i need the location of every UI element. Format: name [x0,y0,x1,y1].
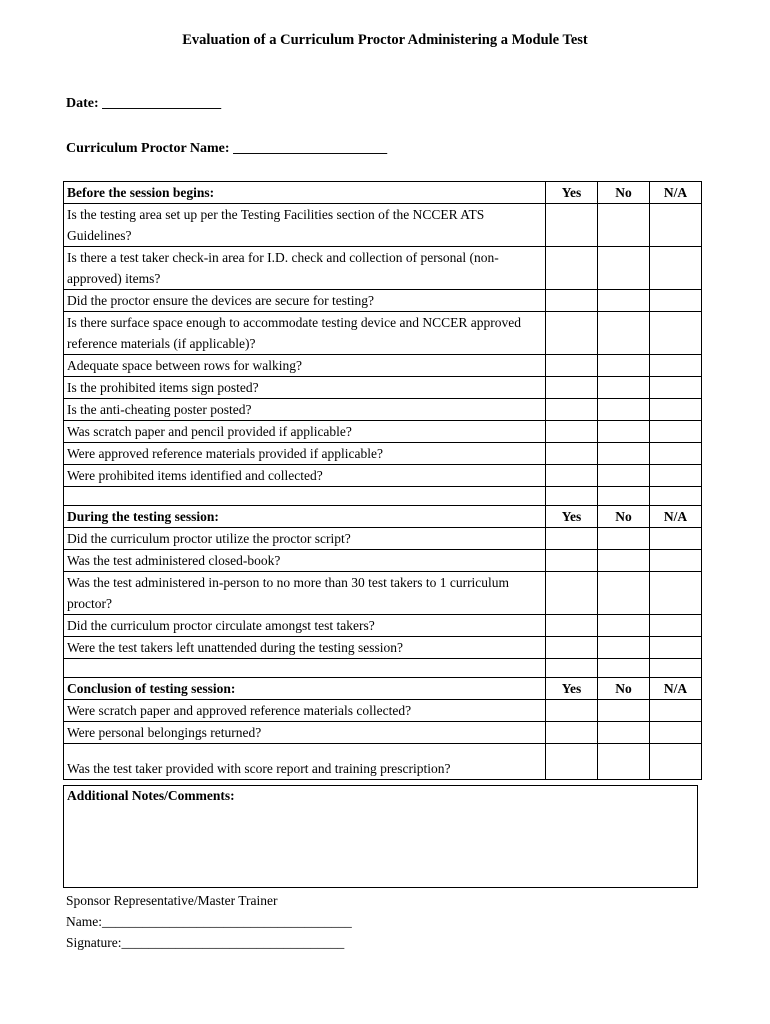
spacer-row [64,659,702,678]
proctor-name-label: Curriculum Proctor Name: [66,141,234,156]
section-heading-conclusion: Conclusion of testing session: [64,678,546,700]
no-cell[interactable] [598,290,650,312]
na-cell[interactable] [650,744,702,780]
question-text: Is the testing area set up per the Testing Facilities section of the NCCER ATS Guidelines? [64,204,546,247]
yes-cell[interactable] [546,528,598,550]
yes-cell[interactable] [546,399,598,421]
question-text: Were approved reference materials provided if applicable? [64,443,546,465]
no-cell[interactable] [598,204,650,247]
question-row [64,528,702,550]
na-cell[interactable] [650,615,702,637]
signature-block [66,890,352,953]
question-text: Was the test administered in-person to no more than 30 test takers to 1 curriculum proctor? [64,572,546,615]
question-text: Is the prohibited items sign posted? [64,377,546,399]
yes-cell[interactable] [546,465,598,487]
name-blank[interactable]: _____________________________________ [102,914,352,929]
section-header-row [64,678,702,700]
column-no-header: No [598,678,650,700]
no-cell[interactable] [598,528,650,550]
question-text: Was the test taker provided with score report and training prescription? [64,744,546,780]
yes-cell[interactable] [546,700,598,722]
date-field [66,96,221,112]
date-label: Date: [66,96,103,111]
na-cell[interactable] [650,204,702,247]
no-cell[interactable] [598,377,650,399]
question-text: Is there a test taker check-in area for I.D. check and collection of personal (non-approved) items? [64,247,546,290]
yes-cell[interactable] [546,443,598,465]
question-row [64,443,702,465]
question-text: Was the test administered closed-book? [64,550,546,572]
no-cell[interactable] [598,700,650,722]
na-cell[interactable] [650,443,702,465]
column-na-header: N/A [650,678,702,700]
question-text: Were scratch paper and approved reference materials collected? [64,700,546,722]
yes-cell[interactable] [546,615,598,637]
question-row [64,615,702,637]
question-text: Did the curriculum proctor circulate amongst test takers? [64,615,546,637]
section-heading-during: During the testing session: [64,506,546,528]
question-row [64,290,702,312]
yes-cell[interactable] [546,637,598,659]
yes-cell[interactable] [546,377,598,399]
yes-cell[interactable] [546,722,598,744]
question-text: Is the anti-cheating poster posted? [64,399,546,421]
no-cell[interactable] [598,443,650,465]
yes-cell[interactable] [546,312,598,355]
question-row [64,377,702,399]
no-cell[interactable] [598,550,650,572]
question-text: Adequate space between rows for walking? [64,355,546,377]
question-row [64,465,702,487]
question-row [64,637,702,659]
na-cell[interactable] [650,572,702,615]
question-row [64,722,702,744]
name-label: Name: [66,914,102,929]
proctor-name-field [66,141,387,157]
signature-field [66,932,352,953]
na-cell[interactable] [650,247,702,290]
signature-blank[interactable]: _________________________________ [121,935,345,950]
yes-cell[interactable] [546,572,598,615]
na-cell[interactable] [650,700,702,722]
name-field [66,911,352,932]
no-cell[interactable] [598,465,650,487]
question-text: Was scratch paper and pencil provided if applicable? [64,421,546,443]
section-heading-before: Before the session begins: [64,182,546,204]
question-row [64,421,702,443]
question-row [64,204,702,247]
no-cell[interactable] [598,399,650,421]
na-cell[interactable] [650,290,702,312]
column-yes-header: Yes [546,182,598,204]
na-cell[interactable] [650,355,702,377]
na-cell[interactable] [650,312,702,355]
no-cell[interactable] [598,355,650,377]
no-cell[interactable] [598,312,650,355]
na-cell[interactable] [650,722,702,744]
no-cell[interactable] [598,637,650,659]
yes-cell[interactable] [546,744,598,780]
na-cell[interactable] [650,377,702,399]
no-cell[interactable] [598,722,650,744]
column-yes-header: Yes [546,506,598,528]
no-cell[interactable] [598,615,650,637]
na-cell[interactable] [650,528,702,550]
spacer-row [64,487,702,506]
no-cell[interactable] [598,572,650,615]
date-blank[interactable]: _________________ [102,96,222,111]
question-row [64,744,702,780]
na-cell[interactable] [650,465,702,487]
question-text: Is there surface space enough to accommodate testing device and NCCER approved reference materials (if applicable)? [64,312,546,355]
yes-cell[interactable] [546,247,598,290]
additional-notes-label: Additional Notes/Comments: [67,788,235,803]
question-text: Were the test takers left unattended during the testing session? [64,637,546,659]
na-cell[interactable] [650,637,702,659]
page-title: Evaluation of a Curriculum Proctor Administering a Module Test [182,32,588,48]
column-na-header: N/A [650,182,702,204]
column-yes-header: Yes [546,678,598,700]
column-na-header: N/A [650,506,702,528]
question-row [64,399,702,421]
yes-cell[interactable] [546,204,598,247]
question-text: Did the proctor ensure the devices are secure for testing? [64,290,546,312]
question-row [64,355,702,377]
yes-cell[interactable] [546,421,598,443]
question-text: Were prohibited items identified and collected? [64,465,546,487]
yes-cell[interactable] [546,290,598,312]
signature-label: Signature: [66,935,122,950]
no-cell[interactable] [598,247,650,290]
sponsor-role-label: Sponsor Representative/Master Trainer [66,893,278,908]
evaluation-table [63,181,702,780]
additional-notes-box[interactable] [63,785,698,888]
question-text: Did the curriculum proctor utilize the proctor script? [64,528,546,550]
no-cell[interactable] [598,744,650,780]
column-no-header: No [598,182,650,204]
column-no-header: No [598,506,650,528]
question-row [64,572,702,615]
na-cell[interactable] [650,550,702,572]
proctor-name-blank[interactable]: ______________________ [233,141,388,156]
yes-cell[interactable] [546,355,598,377]
question-row [64,312,702,355]
yes-cell[interactable] [546,550,598,572]
no-cell[interactable] [598,421,650,443]
na-cell[interactable] [650,421,702,443]
question-row [64,247,702,290]
na-cell[interactable] [650,399,702,421]
section-header-row [64,182,702,204]
question-row [64,550,702,572]
question-row [64,700,702,722]
question-text: Were personal belongings returned? [64,722,546,744]
section-header-row [64,506,702,528]
